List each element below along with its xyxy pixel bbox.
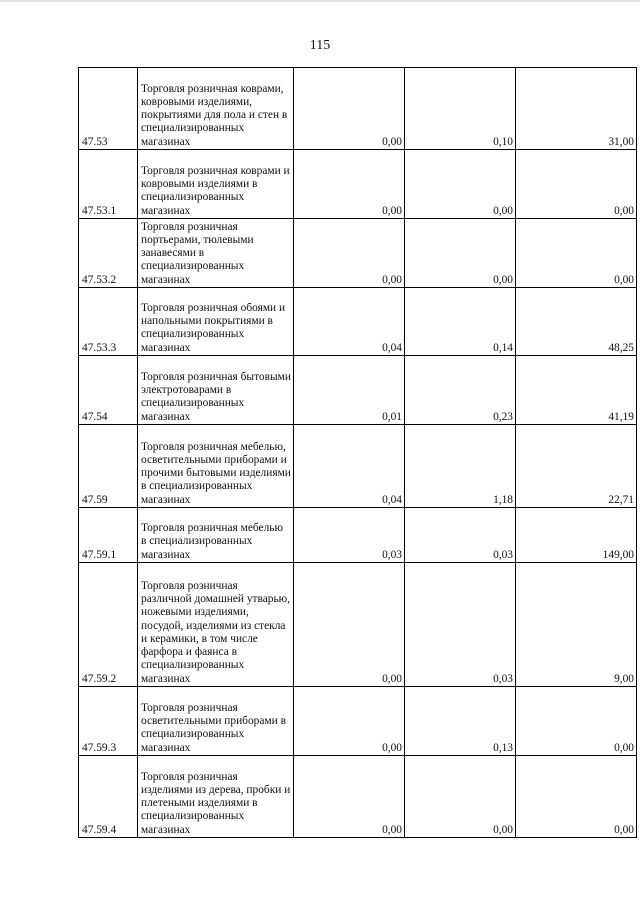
- okved-code-cell: 47.59.3: [79, 687, 138, 756]
- value-cell-1: 0,00: [294, 563, 405, 687]
- okved-code-cell: 47.59: [79, 425, 138, 508]
- value-cell-1: 0,03: [294, 508, 405, 563]
- table-row: [79, 756, 637, 838]
- okved-code-cell: 47.59.2: [79, 563, 138, 687]
- okved-code-cell: 47.53.3: [79, 288, 138, 356]
- value-cell-1: 0,00: [294, 150, 405, 219]
- value-cell-1: 0,00: [294, 219, 405, 288]
- table-row: [79, 508, 637, 563]
- activity-name-cell: Торговля розничная бытовыми электротоварами в специализированных магазинах: [138, 356, 294, 425]
- okved-code-cell: 47.53.1: [79, 150, 138, 219]
- table-row: [79, 68, 637, 150]
- activity-name-cell: Торговля розничная коврами и ковровыми изделиями в специализированных магазинах: [138, 150, 294, 219]
- value-cell-2: 0,23: [405, 356, 516, 425]
- table-row: [79, 687, 637, 756]
- table-row: [79, 425, 637, 508]
- activity-name-cell: Торговля розничная мебелью, осветительными приборами и прочими бытовыми изделиями в специализированных магазинах: [138, 425, 294, 508]
- value-cell-1: 0,04: [294, 425, 405, 508]
- value-cell-2: 0,13: [405, 687, 516, 756]
- activity-name-cell: Торговля розничная мебелью в специализированных магазинах: [138, 508, 294, 563]
- activity-name-cell: Торговля розничная обоями и напольными покрытиями в специализированных магазинах: [138, 288, 294, 356]
- value-cell-2: 0,03: [405, 563, 516, 687]
- value-cell-1: 0,00: [294, 687, 405, 756]
- activity-name-cell: Торговля розничная осветительными приборами в специализированных магазинах: [138, 687, 294, 756]
- data-table: [78, 67, 637, 838]
- table-row: [79, 288, 637, 356]
- value-cell-2: 0,00: [405, 756, 516, 838]
- table-row: [79, 563, 637, 687]
- table-row: [79, 219, 637, 288]
- table-row: [79, 356, 637, 425]
- value-cell-3: 0,00: [516, 687, 637, 756]
- value-cell-3: 0,00: [516, 756, 637, 838]
- scan-top-edge: [0, 0, 640, 2]
- value-cell-2: 0,03: [405, 508, 516, 563]
- table-row: [79, 150, 637, 219]
- activity-name-cell: Торговля розничная изделиями из дерева, пробки и плетеными изделиями в специализированных магазинах: [138, 756, 294, 838]
- value-cell-3: 0,00: [516, 150, 637, 219]
- value-cell-2: 0,00: [405, 150, 516, 219]
- okved-code-cell: 47.53: [79, 68, 138, 150]
- value-cell-2: 0,14: [405, 288, 516, 356]
- value-cell-3: 31,00: [516, 68, 637, 150]
- value-cell-2: 0,00: [405, 219, 516, 288]
- value-cell-1: 0,00: [294, 68, 405, 150]
- value-cell-3: 149,00: [516, 508, 637, 563]
- value-cell-1: 0,01: [294, 356, 405, 425]
- page-number: 115: [309, 38, 331, 53]
- value-cell-2: 1,18: [405, 425, 516, 508]
- value-cell-1: 0,04: [294, 288, 405, 356]
- value-cell-3: 41,19: [516, 356, 637, 425]
- value-cell-3: 22,71: [516, 425, 637, 508]
- activity-name-cell: Торговля розничная коврами, ковровыми изделиями, покрытиями для пола и стен в специализированных магазинах: [138, 68, 294, 150]
- okved-code-cell: 47.54: [79, 356, 138, 425]
- okved-code-cell: 47.53.2: [79, 219, 138, 288]
- okved-code-cell: 47.59.4: [79, 756, 138, 838]
- value-cell-3: 0,00: [516, 219, 637, 288]
- value-cell-3: 48,25: [516, 288, 637, 356]
- value-cell-3: 9,00: [516, 563, 637, 687]
- activity-name-cell: Торговля розничная различной домашней утварью, ножевыми изделиями, посудой, изделиями из стекла и керамики, в том числе фарфора и фаянса в специализированных магазинах: [138, 563, 294, 687]
- okved-code-cell: 47.59.1: [79, 508, 138, 563]
- value-cell-2: 0,10: [405, 68, 516, 150]
- value-cell-1: 0,00: [294, 756, 405, 838]
- activity-name-cell: Торговля розничная портьерами, тюлевыми занавесями в специализированных магазинах: [138, 219, 294, 288]
